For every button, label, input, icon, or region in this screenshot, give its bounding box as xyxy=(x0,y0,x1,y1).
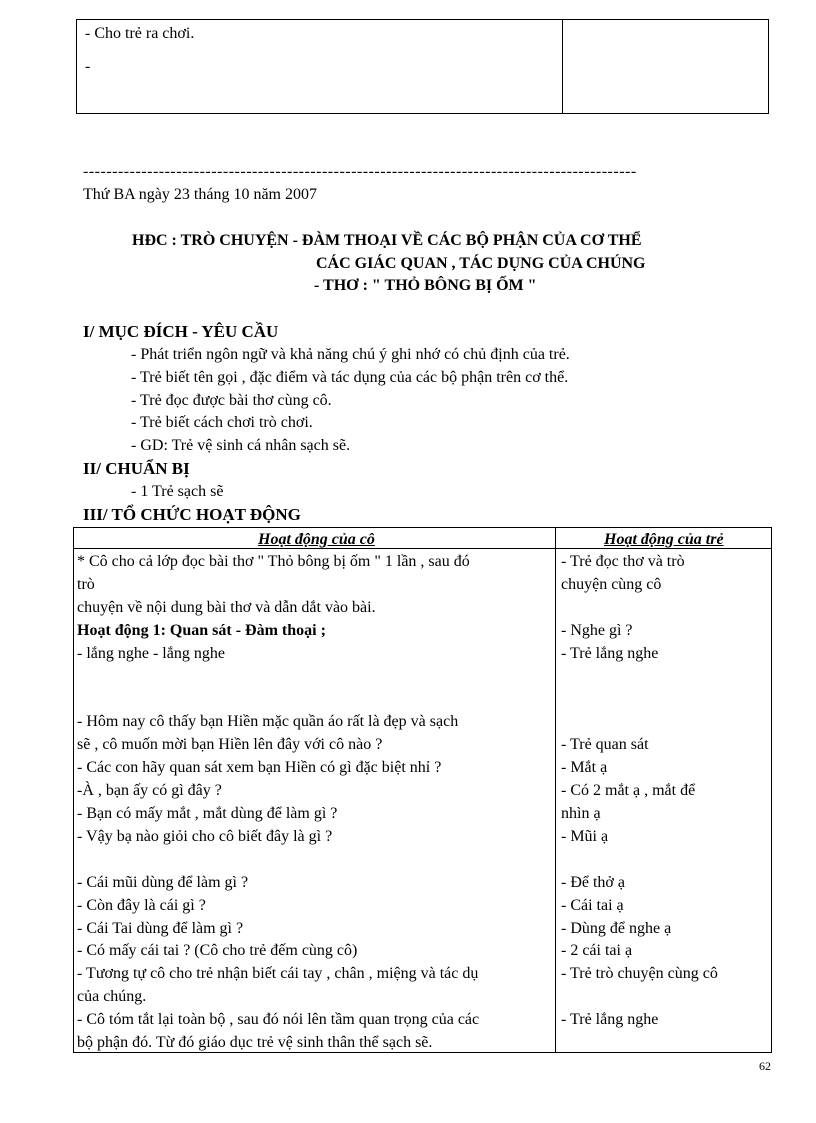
lesson-title: - THƠ : " THỎ BÔNG BỊ ỐM " xyxy=(314,277,537,294)
top-table-divider xyxy=(562,20,563,113)
child-line: chuyện cùng cô xyxy=(561,576,662,593)
section-heading: II/ CHUẨN BỊ xyxy=(83,459,190,478)
teacher-line: - Tương tự cô cho trẻ nhận biết cái tay , chân , miệng và tác dụ xyxy=(77,965,479,982)
list-item: - Trẻ biết tên gọi , đặc điểm và tác dụng của các bộ phận trên cơ thể. xyxy=(131,369,569,386)
list-item: - Phát triển ngôn ngữ và khả năng chú ý ghi nhớ có chủ định của trẻ. xyxy=(131,346,570,363)
lesson-title: HĐC : TRÒ CHUYỆN - ĐÀM THOẠI VỀ CÁC BỘ PHẬN CỦA CƠ THỂ xyxy=(132,232,642,249)
list-item: - Trẻ biết cách chơi trò chơi. xyxy=(131,414,313,431)
section-heading: I/ MỤC ĐÍCH - YÊU CẦU xyxy=(83,322,279,341)
child-line: - Có 2 mắt ạ , mắt để xyxy=(561,782,696,799)
teacher-line: - Cái mũi dùng để làm gì ? xyxy=(77,874,249,891)
teacher-line: chuyện về nội dung bài thơ và dẫn dắt vào bài. xyxy=(77,599,376,616)
separator-line: ----------------------------------------------------------------------------------------------- xyxy=(83,163,637,180)
child-line: - Trẻ quan sát xyxy=(561,736,649,753)
child-line: - Trẻ trò chuyện cùng cô xyxy=(561,965,718,982)
page-number: 62 xyxy=(759,1059,771,1073)
teacher-line: trò xyxy=(77,576,95,593)
teacher-line: - Cô tóm tắt lại toàn bộ , sau đó nói lên tầm quan trọng của các xyxy=(77,1011,480,1028)
child-line: - Trẻ đọc thơ và trò xyxy=(561,553,685,570)
top-table-line: - Cho trẻ ra chơi. xyxy=(85,25,195,42)
teacher-line: sẽ , cô muốn mời bạn Hiền lên đây với cô nào ? xyxy=(77,736,383,753)
teacher-line: bộ phận đó. Từ đó giáo dục trẻ vệ sinh thân thể sạch sẽ. xyxy=(77,1034,433,1051)
teacher-line: - Hôm nay cô thấy bạn Hiền mặc quần áo rất là đẹp và sạch xyxy=(77,713,459,730)
teacher-line: - Có mấy cái tai ? (Cô cho trẻ đếm cùng cô) xyxy=(77,942,358,959)
child-line: - Cái tai ạ xyxy=(561,897,624,914)
teacher-line: - Cái Tai dùng để làm gì ? xyxy=(77,920,244,937)
header-child-activity: Hoạt động của trẻ xyxy=(604,531,724,548)
top-table-line: - xyxy=(85,58,91,75)
header-teacher-activity: Hoạt động của cô xyxy=(258,531,375,548)
list-item: - 1 Trẻ sạch sẽ xyxy=(131,483,224,500)
child-line: - Trẻ lắng nghe xyxy=(561,1011,659,1028)
teacher-line: * Cô cho cả lớp đọc bài thơ " Thỏ bông bị ốm " 1 lần , sau đó xyxy=(77,553,470,570)
child-line: nhìn ạ xyxy=(561,805,601,822)
section-heading: III/ TỔ CHỨC HOẠT ĐỘNG xyxy=(83,505,301,524)
teacher-line: - Bạn có mấy mắt , mắt dùng để làm gì ? xyxy=(77,805,338,822)
teacher-line: - Các con hãy quan sát xem bạn Hiền có gì đặc biệt nhỉ ? xyxy=(77,759,442,776)
child-line: - Mũi ạ xyxy=(561,828,609,845)
child-line: - Dùng để nghe ạ xyxy=(561,920,672,937)
child-line: - Nghe gì ? xyxy=(561,622,633,639)
teacher-line: của chúng. xyxy=(77,988,147,1005)
table-divider xyxy=(555,528,556,1052)
list-item: - Trẻ đọc được bài thơ cùng cô. xyxy=(131,392,332,409)
list-item: - GD: Trẻ vệ sinh cá nhân sạch sẽ. xyxy=(131,437,351,454)
teacher-line: -À , bạn ấy có gì đây ? xyxy=(77,782,222,799)
child-line: - Trẻ lắng nghe xyxy=(561,645,659,662)
teacher-line: - lắng nghe - lắng nghe xyxy=(77,645,225,662)
child-line: - Mắt ạ xyxy=(561,759,608,776)
teacher-line: - Còn đây là cái gì ? xyxy=(77,897,206,914)
lesson-title: CÁC GIÁC QUAN , TÁC DỤNG CỦA CHÚNG xyxy=(316,255,646,272)
child-line: - 2 cái tai ạ xyxy=(561,942,633,959)
top-table xyxy=(76,19,769,114)
activity-heading: Hoạt động 1: Quan sát - Đàm thoại ; xyxy=(77,622,326,639)
teacher-line: - Vậy bạ nào giỏi cho cô biết đây là gì ? xyxy=(77,828,333,845)
child-line: - Để thở ạ xyxy=(561,874,625,891)
activity-table xyxy=(73,527,772,1053)
lesson-date: Thứ BA ngày 23 tháng 10 năm 2007 xyxy=(83,186,317,203)
